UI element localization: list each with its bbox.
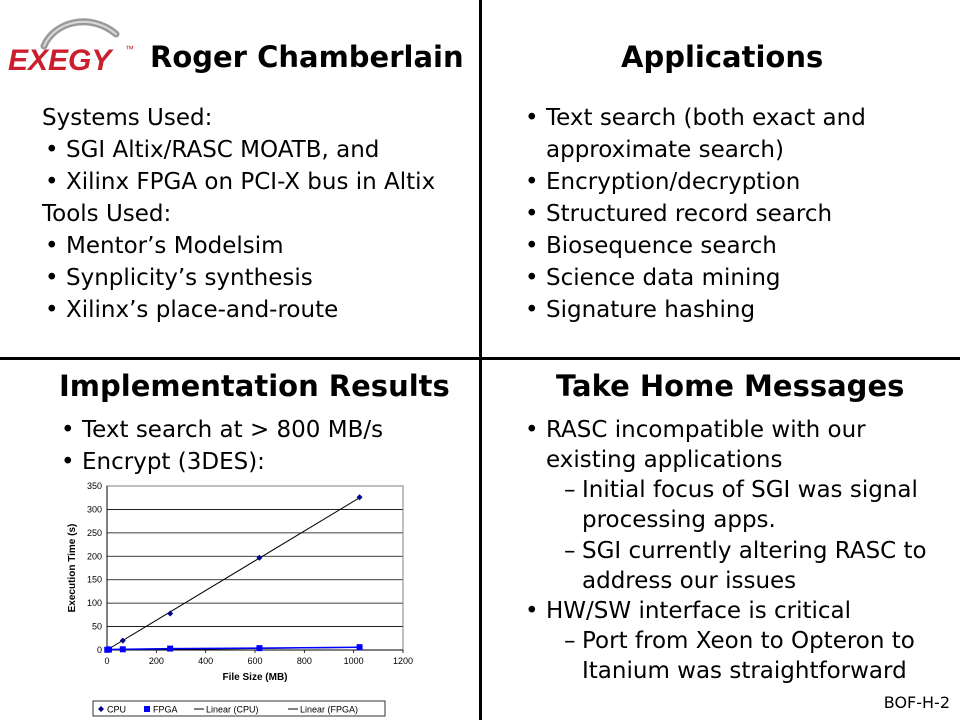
fpga-series-line — [107, 647, 359, 650]
x-tick-label: 200 — [148, 656, 164, 666]
y-tick-label: 150 — [86, 574, 102, 585]
q1-title: Roger Chamberlain — [150, 40, 464, 74]
y-tick-label: 200 — [86, 551, 102, 562]
q3-title: Implementation Results — [59, 369, 450, 403]
fpga-point — [106, 647, 112, 653]
fpga-point — [357, 644, 363, 650]
systems-label: Systems Used: — [42, 105, 213, 131]
q2-title: Applications — [621, 40, 824, 74]
trendline — [107, 498, 360, 650]
application-item: • Signature hashing — [546, 294, 755, 326]
application-item: • Encryption/decryption — [546, 166, 800, 198]
fpga-point — [120, 646, 126, 652]
result-item: • Encrypt (3DES): — [82, 446, 265, 478]
sub-message-item-cont: Itanium was straightforward — [582, 658, 907, 684]
x-tick-label: 800 — [296, 656, 312, 666]
y-tick-label: 100 — [86, 598, 102, 609]
y-tick-label: 0 — [96, 645, 102, 655]
x-tick-label: 600 — [247, 656, 263, 666]
plot-area — [107, 486, 403, 650]
x-axis-label: File Size (MB) — [222, 672, 288, 683]
fpga-point — [167, 646, 173, 652]
legend-cpu-label: CPU — [107, 704, 127, 715]
application-item: • Biosequence search — [546, 230, 777, 262]
message-item-cont: existing applications — [546, 447, 783, 473]
legend-fpga-marker — [144, 706, 150, 712]
y-tick-label: 350 — [86, 481, 102, 491]
tools-item: • Xilinx’s place-and-route — [66, 294, 338, 326]
legend-fpga-label: FPGA — [153, 704, 178, 715]
legend-linear-cpu-label: Linear (CPU) — [206, 704, 259, 715]
application-item: • Science data mining — [546, 262, 781, 294]
exegy-logo — [6, 8, 146, 78]
execution-time-chart — [60, 478, 420, 718]
cpu-point — [167, 610, 173, 616]
application-item: • Structured record search — [546, 198, 832, 230]
sub-message-item: – Port from Xeon to Opteron to — [582, 625, 915, 657]
x-tick-label: 1200 — [392, 656, 414, 666]
sub-message-item: – SGI currently altering RASC to — [582, 535, 927, 567]
message-item: • HW/SW interface is critical — [546, 595, 851, 627]
slide-footer: BOF-H-2 — [883, 693, 950, 712]
x-tick-label: 1000 — [343, 656, 364, 666]
sub-message-item: – Initial focus of SGI was signal — [582, 474, 918, 506]
cpu-point — [120, 638, 126, 644]
y-tick-label: 250 — [86, 527, 102, 538]
x-tick-label: 400 — [198, 656, 214, 666]
x-tick-label: 0 — [104, 656, 110, 666]
systems-item: • Xilinx FPGA on PCI-X bus in Altix — [66, 166, 435, 198]
logo-trademark: ™ — [125, 44, 134, 54]
systems-item: • SGI Altix/RASC MOATB, and — [66, 134, 379, 166]
chart-svg — [60, 478, 420, 718]
fpga-point — [256, 645, 262, 651]
y-axis-label: Execution Time (s) — [67, 523, 78, 613]
tools-item: • Mentor’s Modelsim — [66, 230, 284, 262]
message-item: • RASC incompatible with our — [546, 414, 866, 446]
application-item-cont: approximate search) — [546, 137, 784, 163]
sub-message-item-cont: processing apps. — [582, 507, 776, 533]
result-item: • Text search at > 800 MB/s — [82, 414, 383, 446]
tools-item: • Synplicity’s synthesis — [66, 262, 313, 294]
y-tick-label: 300 — [86, 504, 102, 515]
tools-label: Tools Used: — [42, 201, 172, 227]
vertical-divider — [479, 0, 482, 720]
legend-linear-fpga-label: Linear (FPGA) — [300, 704, 359, 715]
y-tick-label: 50 — [91, 621, 102, 632]
application-item: • Text search (both exact and — [546, 102, 866, 134]
logo-text: EXEGY — [8, 44, 112, 77]
sub-message-item-cont: address our issues — [582, 568, 797, 594]
q4-title: Take Home Messages — [556, 369, 905, 403]
horizontal-divider — [0, 357, 960, 360]
